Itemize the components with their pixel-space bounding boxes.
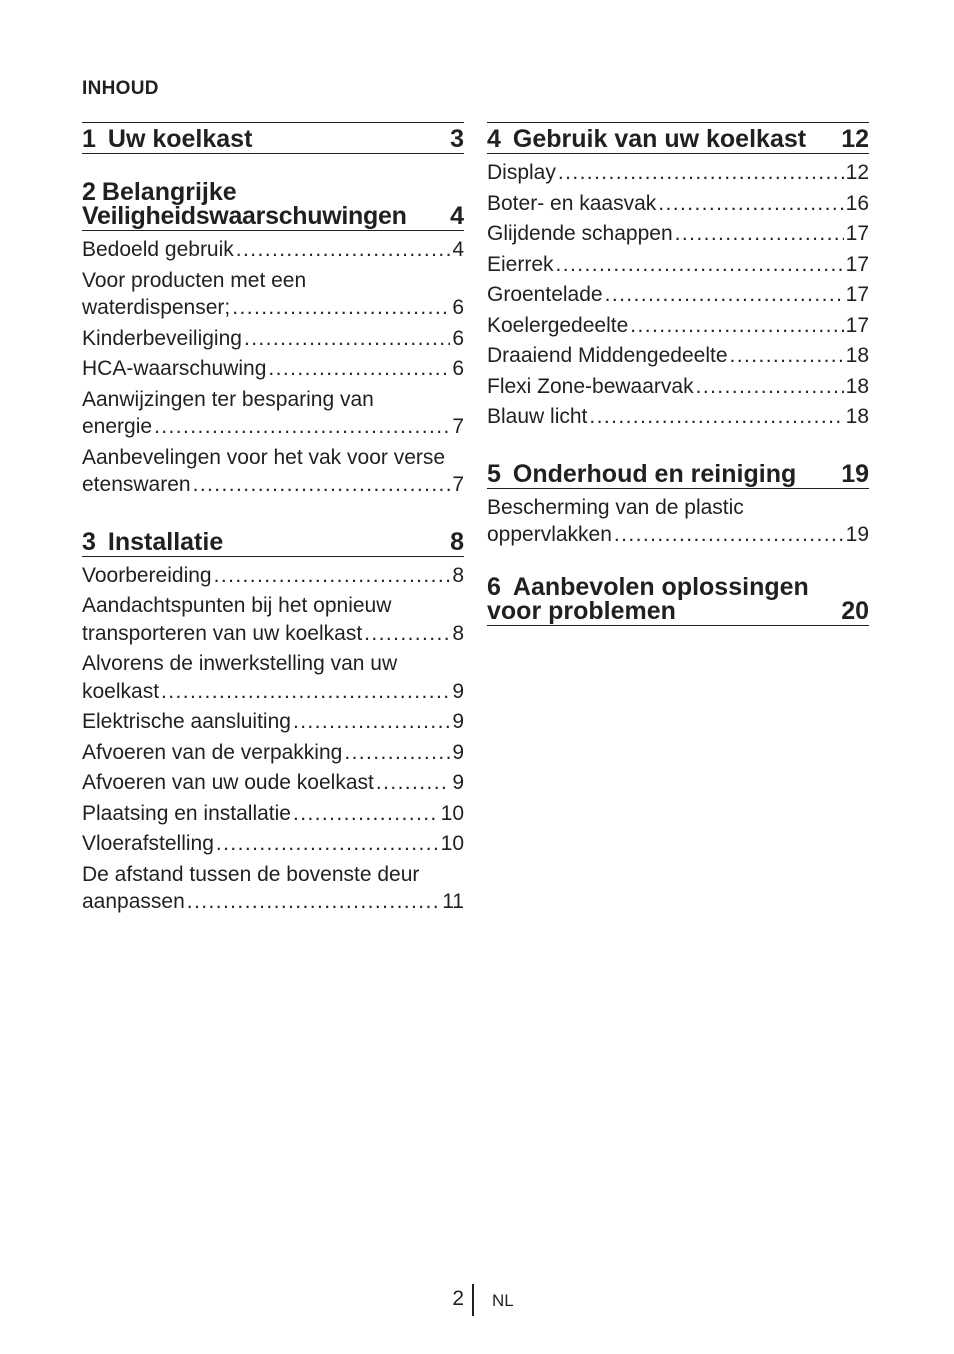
toc-entry[interactable] bbox=[487, 190, 869, 218]
toc-entry[interactable] bbox=[82, 592, 464, 647]
leader-dots bbox=[344, 739, 450, 767]
toc-entry[interactable] bbox=[82, 444, 464, 499]
leader-dots bbox=[364, 620, 450, 648]
toc-entry[interactable] bbox=[487, 342, 869, 370]
toc-entry[interactable] bbox=[487, 373, 869, 401]
toc-entry[interactable] bbox=[82, 650, 464, 705]
entry-page: 8 bbox=[452, 563, 464, 587]
entry-page: 7 bbox=[452, 415, 464, 438]
entry-text: Flexi Zone-bewaarvak bbox=[487, 374, 694, 398]
entry-text-line1: Aanwijzingen ter besparing van bbox=[82, 387, 374, 411]
toc-entry[interactable] bbox=[82, 355, 464, 383]
leader-dots bbox=[236, 236, 451, 264]
entry-text: Display bbox=[487, 161, 556, 184]
toc-section-5 bbox=[487, 457, 869, 549]
toc-entry[interactable] bbox=[487, 494, 869, 549]
section-number: 5 bbox=[487, 459, 501, 488]
toc-entry[interactable] bbox=[487, 281, 869, 309]
entry-text: transporteren van uw koelkast bbox=[82, 621, 363, 645]
entry-page: 4 bbox=[452, 238, 464, 261]
entry-text: oppervlakken bbox=[487, 523, 612, 546]
section-page: 12 bbox=[841, 125, 869, 153]
toc-entry[interactable] bbox=[82, 267, 464, 322]
leader-dots bbox=[293, 800, 439, 828]
leader-dots bbox=[630, 312, 843, 340]
section-page: 4 bbox=[450, 202, 464, 230]
entry-page: 11 bbox=[442, 890, 464, 913]
toc-entry[interactable] bbox=[487, 220, 869, 248]
entry-text-line1: Aanbevelingen voor het vak voor verse bbox=[82, 445, 446, 469]
entry-page: 7 bbox=[452, 473, 464, 496]
leader-dots bbox=[293, 708, 450, 736]
toc-section-4 bbox=[487, 122, 869, 431]
language-code: NL bbox=[492, 1291, 514, 1310]
entry-text: waterdispenser; bbox=[82, 296, 231, 319]
toc-right-column bbox=[487, 122, 869, 652]
entry-page: 9 bbox=[452, 740, 464, 764]
leader-dots bbox=[675, 220, 844, 248]
section-page: 20 bbox=[841, 596, 869, 625]
entry-page: 9 bbox=[452, 710, 464, 733]
entry-page: 17 bbox=[845, 283, 869, 306]
entry-page: 8 bbox=[452, 621, 464, 645]
toc-section-2 bbox=[82, 180, 464, 499]
entry-text: Boter- en kaasvak bbox=[487, 191, 657, 215]
entry-text: Kinderbeveiliging bbox=[82, 326, 242, 350]
page-footer bbox=[0, 1284, 954, 1316]
entry-text: Koelergedeelte bbox=[487, 313, 629, 337]
section-title: voor problemen bbox=[487, 596, 676, 625]
entry-text: Elektrische aansluiting bbox=[82, 710, 291, 733]
page-number: 2 bbox=[452, 1287, 464, 1310]
entry-text: Eierrek bbox=[487, 252, 554, 276]
leader-dots bbox=[187, 888, 440, 916]
toc-entry[interactable] bbox=[82, 562, 464, 590]
leader-dots bbox=[216, 830, 439, 858]
section-heading[interactable] bbox=[487, 572, 869, 626]
section-title: Uw koelkast bbox=[107, 125, 253, 153]
section-title: Installatie bbox=[107, 527, 224, 556]
leader-dots bbox=[244, 325, 450, 353]
toc-entry[interactable] bbox=[487, 312, 869, 340]
section-heading[interactable] bbox=[82, 525, 464, 557]
toc-entry[interactable] bbox=[487, 403, 869, 431]
entry-text-line1: Bescherming van de plastic bbox=[487, 495, 744, 519]
entry-text: Blauw licht bbox=[487, 405, 588, 428]
entry-page: 6 bbox=[452, 326, 464, 350]
toc-entry[interactable] bbox=[82, 800, 464, 828]
leader-dots bbox=[658, 190, 843, 218]
entry-page: 10 bbox=[440, 832, 464, 855]
leader-dots bbox=[214, 562, 451, 590]
toc-entry[interactable] bbox=[487, 251, 869, 279]
entry-text: Glijdende schappen bbox=[487, 222, 673, 245]
entry-page: 17 bbox=[845, 252, 869, 276]
footer-divider bbox=[472, 1284, 474, 1316]
leader-dots bbox=[558, 159, 844, 187]
entry-text: etenswaren bbox=[82, 473, 191, 496]
section-number: 2 bbox=[82, 178, 96, 206]
leader-dots bbox=[614, 521, 844, 549]
toc-section-3 bbox=[82, 525, 464, 916]
entry-page: 6 bbox=[452, 357, 464, 380]
leader-dots bbox=[268, 355, 450, 383]
entry-text: Draaiend Middengedeelte bbox=[487, 344, 728, 367]
entry-text: aanpassen bbox=[82, 890, 185, 913]
toc-entry[interactable] bbox=[82, 325, 464, 353]
leader-dots bbox=[154, 413, 450, 441]
leader-dots bbox=[556, 251, 844, 279]
entry-page: 18 bbox=[845, 374, 869, 398]
entry-text: Vloerafstelling bbox=[82, 832, 214, 855]
entry-page: 17 bbox=[845, 222, 869, 245]
entry-page: 19 bbox=[845, 523, 869, 546]
section-number: 3 bbox=[82, 527, 96, 556]
entry-text-line1: Aandachtspunten bij het opnieuw bbox=[82, 594, 392, 617]
leader-dots bbox=[730, 342, 844, 370]
toc-left-column bbox=[82, 122, 464, 942]
entry-text: Plaatsing en installatie bbox=[82, 801, 291, 825]
entry-page: 10 bbox=[440, 801, 464, 825]
toc-entry[interactable] bbox=[82, 861, 464, 916]
toc-entry[interactable] bbox=[82, 708, 464, 736]
toc-entry[interactable] bbox=[487, 159, 869, 187]
entry-page: 17 bbox=[845, 313, 869, 337]
entry-page: 18 bbox=[845, 405, 869, 428]
section-number: 1 bbox=[82, 125, 96, 153]
leader-dots bbox=[232, 294, 450, 322]
entry-text-line1: Alvorens de inwerkstelling van uw bbox=[82, 652, 398, 675]
entry-text: Afvoeren van de verpakking bbox=[82, 740, 343, 764]
toc-entry[interactable] bbox=[82, 830, 464, 858]
section-number: 6 bbox=[487, 572, 501, 601]
leader-dots bbox=[589, 403, 843, 431]
entry-text-line1: Voor producten met een bbox=[82, 268, 307, 292]
entry-page: 6 bbox=[452, 296, 464, 319]
section-title-line1: Aanbevolen oplossingen bbox=[512, 572, 809, 601]
section-page: 19 bbox=[841, 459, 869, 488]
toc-title: INHOUD bbox=[82, 78, 159, 99]
entry-page: 12 bbox=[845, 161, 869, 184]
section-page: 8 bbox=[450, 527, 464, 556]
entry-page: 9 bbox=[452, 771, 464, 794]
leader-dots bbox=[161, 678, 450, 706]
toc-entry[interactable] bbox=[82, 769, 464, 797]
section-heading[interactable] bbox=[487, 122, 869, 154]
entry-text: koelkast bbox=[82, 679, 160, 703]
section-title-line1: Belangrijke bbox=[101, 178, 237, 206]
entry-text: HCA-waarschuwing bbox=[82, 357, 267, 380]
section-title: Gebruik van uw koelkast bbox=[512, 125, 807, 153]
section-title: Onderhoud en reiniging bbox=[512, 459, 797, 488]
entry-text: energie bbox=[82, 415, 153, 438]
entry-page: 16 bbox=[845, 191, 869, 215]
entry-text: Groentelade bbox=[487, 283, 603, 306]
section-page: 3 bbox=[450, 125, 464, 153]
toc-entry[interactable] bbox=[82, 386, 464, 441]
entry-text: Afvoeren van uw oude koelkast bbox=[82, 771, 374, 794]
section-heading[interactable] bbox=[82, 180, 464, 231]
entry-text-line1: De afstand tussen de bovenste deur bbox=[82, 862, 420, 886]
leader-dots bbox=[193, 471, 451, 499]
section-number: 4 bbox=[487, 125, 501, 153]
section-heading[interactable] bbox=[487, 457, 869, 489]
toc-entry[interactable] bbox=[82, 236, 464, 264]
entry-text: Voorbereiding bbox=[82, 563, 212, 587]
leader-dots bbox=[696, 373, 844, 401]
entry-page: 18 bbox=[845, 344, 869, 367]
section-heading[interactable] bbox=[82, 122, 464, 154]
entry-text: Bedoeld gebruik bbox=[82, 238, 234, 261]
section-title: Veiligheidswaarschuwingen bbox=[82, 202, 407, 230]
toc-section-1 bbox=[82, 122, 464, 154]
leader-dots bbox=[605, 281, 844, 309]
toc-entry[interactable] bbox=[82, 739, 464, 767]
entry-page: 9 bbox=[452, 679, 464, 703]
leader-dots bbox=[376, 769, 450, 797]
toc-section-6 bbox=[487, 572, 869, 626]
